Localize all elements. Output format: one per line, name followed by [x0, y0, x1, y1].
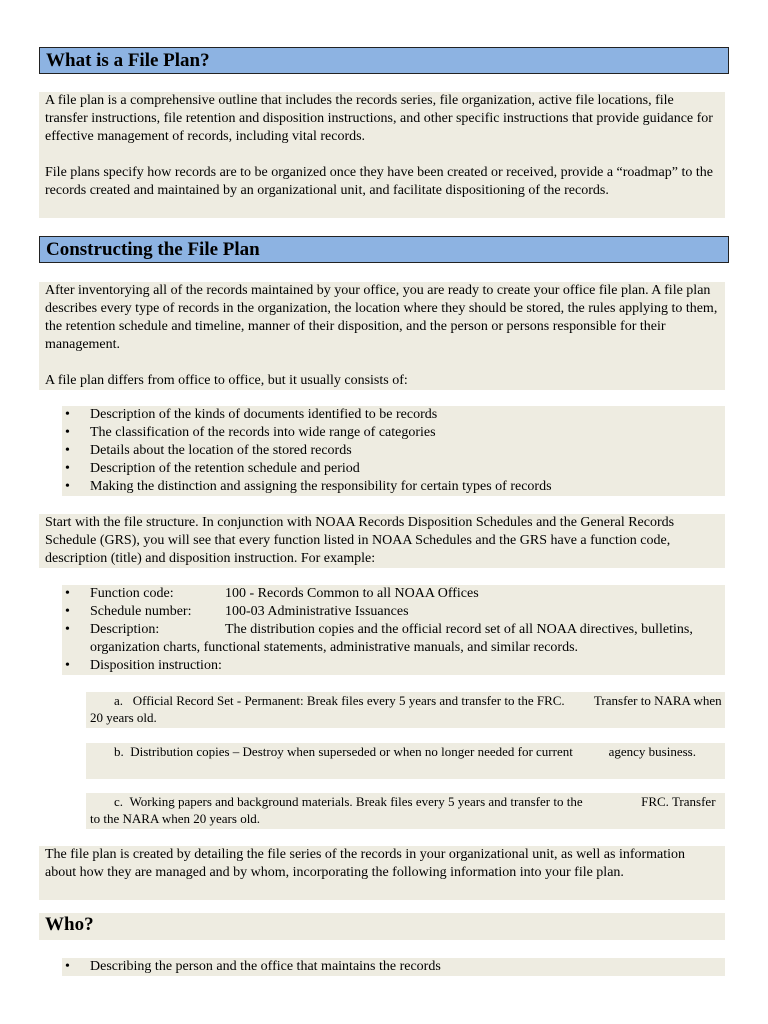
- example-label: Schedule number:: [90, 604, 192, 619]
- disposition-marker: a.: [114, 693, 124, 708]
- who-list: [62, 958, 725, 976]
- file-plan-definition-block: [39, 92, 725, 218]
- list-item: • Description of the retention schedule and period: [62, 460, 725, 478]
- constructing-block: [39, 282, 725, 390]
- paragraph: A file plan differs from office to office, but it usually consists of:: [45, 373, 408, 388]
- disposition-tail: FRC. Transfer to the NARA when 20 years old.: [90, 794, 716, 826]
- list-item: [62, 621, 725, 657]
- list-item: [62, 603, 725, 621]
- disposition-marker: c.: [114, 794, 124, 809]
- example-label: Function code:: [90, 586, 174, 601]
- disposition-item-c: [86, 793, 725, 829]
- disposition-tail: agency business.: [608, 744, 696, 759]
- disposition-tail: Transfer to NARA when 20 years old.: [90, 693, 722, 725]
- list-item: • Describing the person and the office that maintains the records: [62, 958, 725, 976]
- list-item: • Making the distinction and assigning the responsibility for certain types of records: [62, 478, 725, 496]
- paragraph: File plans specify how records are to be organized once they have been created or received, provide a “roadmap” to the records created and maintained by an organizational unit, and facilitate dispositioning of the records.: [45, 165, 713, 198]
- list-item: [62, 585, 725, 603]
- consists-of-list: [62, 406, 725, 496]
- example-value: 100-03 Administrative Issuances: [225, 604, 409, 619]
- disposition-text: Distribution copies – Destroy when superseded or when no longer needed for current: [130, 744, 573, 759]
- paragraph: Start with the file structure. In conjunction with NOAA Records Disposition Schedules and the General Records Schedule (GRS), you will see that every function listed in NOAA Schedules and the GRS have a function code, description (title) and disposition instruction. For example:: [45, 515, 675, 566]
- paragraph: After inventorying all of the records maintained by your office, you are ready to create your office file plan. A file plan describes every type of records in the organization, the location where they should be stored, the rules applying to them, the retention schedule and timeline, manner of their disposition, and the person or persons responsible for their management.: [45, 283, 718, 352]
- disposition-text: Official Record Set - Permanent: Break files every 5 years and transfer to the FRC.: [132, 693, 565, 708]
- disposition-item-a: [86, 692, 725, 728]
- list-item: • Description of the kinds of documents identified to be records: [62, 406, 725, 424]
- disposition-marker: b.: [114, 744, 124, 759]
- section-heading-what-is-file-plan: What is a File Plan?: [39, 47, 729, 74]
- section-heading-constructing: Constructing the File Plan: [39, 236, 729, 263]
- example-value: 100 - Records Common to all NOAA Offices: [225, 586, 479, 601]
- file-structure-block: [39, 514, 725, 568]
- example-list: [62, 585, 725, 675]
- disposition-item-b: [86, 743, 725, 779]
- example-label: Description:: [90, 622, 160, 637]
- example-value: The distribution copies and the official record set of all NOAA directives, bulletins, organization charts, functional statements, administrative manuals, and similar records.: [90, 622, 693, 655]
- paragraph: The file plan is created by detailing the file series of the records in your organizational unit, as well as information about how they are managed and by whom, incorporating the following information into your file plan.: [45, 847, 686, 880]
- list-item: [62, 657, 725, 675]
- example-label: Disposition instruction:: [90, 658, 222, 673]
- paragraph: A file plan is a comprehensive outline that includes the records series, file organization, active file locations, file transfer instructions, file retention and disposition instructions, and other specific instructions that provide guidance for effective management of records, including vital records.: [45, 93, 713, 144]
- list-item: • The classification of the records into wide range of categories: [62, 424, 725, 442]
- file-plan-created-block: [39, 846, 725, 900]
- disposition-text: Working papers and background materials. Break files every 5 years and transfer to the: [129, 794, 583, 809]
- section-heading-who: Who?: [39, 913, 725, 940]
- list-item: • Details about the location of the stored records: [62, 442, 725, 460]
